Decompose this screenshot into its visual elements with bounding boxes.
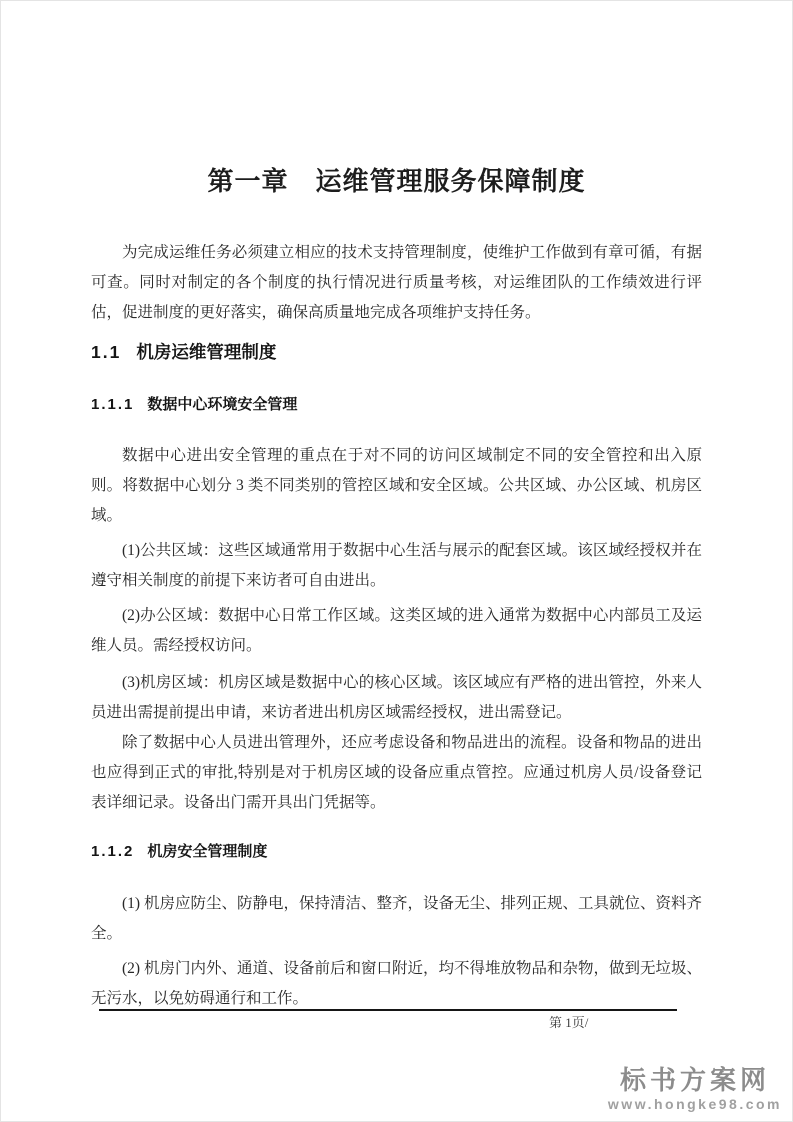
body-paragraph: 除了数据中心人员进出管理外，还应考虑设备和物品进出的流程。设备和物品的进出也应得到正式的审批,特别是对于机房区域的设备应重点管控。应通过机房人员/设备登记表详细记录。设备出门需开具出门凭据等。 [91, 734, 702, 811]
footer-divider [99, 1009, 677, 1011]
section-1-1-2-heading [91, 841, 702, 863]
section-1-1-heading [91, 339, 702, 365]
section-1-1-1-title: 数据中心环境安全管理 [147, 396, 298, 413]
body-paragraph-item-3: (3)机房区域：机房区域是数据中心的核心区域。该区域应有严格的进出管控，外来人员进出需提前提出申请，来访者进出机房区域需经授权，进出需登记。 [91, 674, 702, 721]
body-paragraph-item-2: (2) 机房门内外、通道、设备前后和窗口附近，均不得堆放物品和杂物，做到无垃圾、无污水，以免妨碍通行和工作。 [91, 960, 702, 1007]
body-paragraph-item-1: (1)公共区域：这些区域通常用于数据中心生活与展示的配套区域。该区域经授权并在遵守相关制度的前提下来访者可自由进出。 [91, 542, 702, 589]
page-number: 第 1页/ [549, 1015, 589, 1030]
body-paragraph-item-2: (2)办公区域：数据中心日常工作区域。这类区域的进入通常为数据中心内部员工及运维人员。需经授权访问。 [91, 607, 702, 654]
body-paragraph: 数据中心进出安全管理的重点在于对不同的访问区域制定不同的安全管控和出入原则。将数据中心划分 3 类不同类别的管控区域和安全区域。公共区域、办公区域、机房区域。 [91, 447, 702, 524]
body-paragraph-item-1: (1) 机房应防尘、防静电，保持清洁、整齐，设备无尘、排列正规、工具就位、资料齐全。 [91, 895, 702, 942]
section-1-1-1-number: 1.1.1 [91, 396, 135, 413]
section-1-1-1-heading [91, 394, 702, 416]
section-1-1-title: 机房运维管理制度 [136, 342, 277, 362]
watermark-site-url: www.hongke98.com [607, 1096, 782, 1112]
section-1-1-2-number: 1.1.2 [91, 843, 135, 860]
chapter-title: 第一章 运维管理服务保障制度 [207, 167, 586, 196]
section-1-1-2-title: 机房安全管理制度 [147, 843, 268, 860]
watermark-site-name: 标书方案网 [619, 1065, 770, 1095]
intro-paragraph: 为完成运维任务必须建立相应的技术支持管理制度，使维护工作做到有章可循，有据可查。同时对制定的各个制度的执行情况进行质量考核，对运维团队的工作绩效进行评估，促进制度的更好落实，确保高质量地完成各项维护支持任务。 [91, 244, 702, 321]
section-1-1-number: 1.1 [91, 342, 122, 362]
site-watermark [608, 1065, 782, 1112]
